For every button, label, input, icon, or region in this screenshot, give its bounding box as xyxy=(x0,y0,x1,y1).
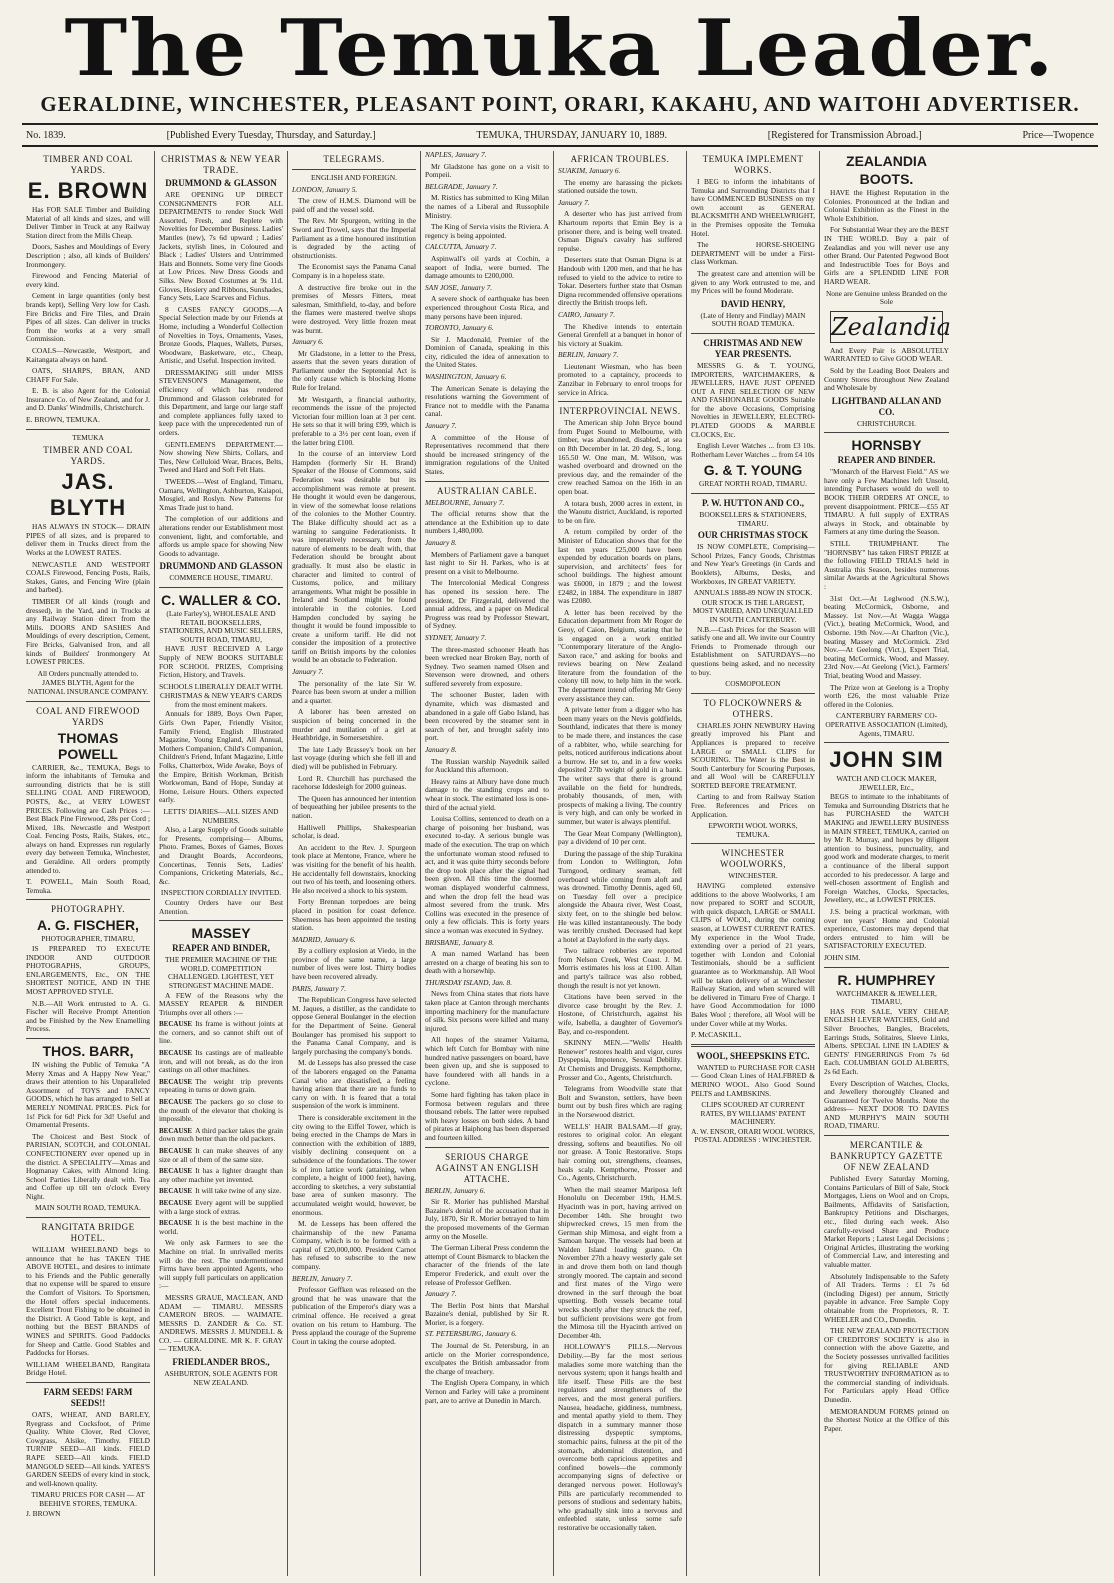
column-7 xyxy=(820,151,953,1576)
ad-heading: BOOTS. xyxy=(859,171,914,187)
ad-signature: WILLIAM WHEELBAND, Rangitata Bridge Hotel. xyxy=(26,1359,150,1378)
ad-text: CHARLES JOHN NEWBURY Having greatly improved his Plant and Appliances is prepared to receive LARGE or SMALL CLIPS for SCOURING. The Water is the Best in South Canterbury for Scouring Purposes, and all Wool will be CAREFULLY SORTED BEFORE TREATMENT. xyxy=(691,720,815,790)
dateline-entry: January 7. xyxy=(558,197,590,207)
section-heading: INTERPROVINCIAL NEWS. xyxy=(559,406,681,417)
ad-text: ANNUALS 1888-89 NOW IN STOCK. xyxy=(693,588,813,598)
ad-heading: CHRISTMAS AND NEW YEAR PRESENTS. xyxy=(703,337,803,359)
ad-subheading: CANTERBURY FARMERS' CO-OPERATIVE ASSOCIATION (Limited), Agents, TIMARU. xyxy=(825,711,948,738)
ad-signature: E. BROWN, TEMUKA. xyxy=(26,415,100,425)
section-heading: AFRICAN TROUBLES. xyxy=(570,154,670,164)
dateline-entry: CAIRO, January 7. xyxy=(558,309,616,319)
ad-subheading: COMMERCE HOUSE, TIMARU. xyxy=(169,573,273,583)
news-paragraph: The Republican Congress have selected M. Jaques, a distiller, as the candidate to oppose General Boulanger in the election for the Department of Seine. General Boulanger has promised his support to the Panama Canal Company, and is largely purchasing the company's bonds. xyxy=(292,995,416,1056)
news-paragraph: SKINNY MEN.—"Wells' Health Renewer" restores health and vigor, cures Dyspepsia, Impotence, Sexual Debility. At Chemists and Druggists. Kempthorne, Prosser and Co., Agents, Christchurch. xyxy=(558,1038,682,1082)
news-paragraph: A severe shock of earthquake has been experienced throughout Costa Rica, and many persons have been injured. xyxy=(425,294,549,321)
news-paragraph: During the passage of the ship Turakina from London to Wellington, John Turngood, ordinary seaman, fell overboard while coming from aloft and was drowned. Timothy Dennis, aged 60, on Tuesday fell over a precipice alongside the Abaura river, West Coast, sixty feet, on to the shingle bed below. He was killed instantaneously. The body was terribly crushed. Deceased had kept a hotel at Dayloford in the early days. xyxy=(558,848,682,944)
ad-text: English Lever Watches ... from £3 10s. Rotherham Lever Watches ... from £4 10s xyxy=(691,441,815,459)
news-paragraph: Lord R. Churchill has purchased the racehorse Iddesleigh for 2000 guineas. xyxy=(292,773,416,792)
advertiser-name: THOS. BARR, xyxy=(42,1042,134,1059)
ad-heading: TO FLOCKOWNERS & OTHERS. xyxy=(703,697,803,719)
ad-text: ARE OPENING UP DIRECT CONSIGNMENTS FOR ALL DEPARTMENTS to render Stock Well Assorted, Fresh, and Replete with Novelties for December Business. Ladies' Mantles (new), 7s 6d upward ; Ladies' Jackets, stylish lines, in Coloured and Black ; Ladies' Ulsters and Untrimmed Hats and Bonnets. Some very fine Goods at Low Prices. New Dress Goods and Silks. New Boxed Costumes at 9s 11d. Gloves, Hosiery and Ribbons, Sunshades, Fancy Sets, Lace Scarves and Fichus. xyxy=(159,190,283,303)
ad-text: NEWCASTLE AND WESTPORT COALS Firewood, Fencing Posts, Rails, Stakes, Gates, and Fencing Wire (plain and barbed). xyxy=(26,559,150,595)
dateline-entry: NAPLES, January 7. xyxy=(425,151,487,159)
divider xyxy=(691,843,815,844)
ad-text: SCHOOLS LIBERALLY DEALT WITH. xyxy=(159,681,283,691)
ad-text: Sold by the Leading Boot Dealers and Country Stores throughout New Zealand and Wholesale by xyxy=(824,365,949,393)
advertiser-name: DRUMMOND AND GLASSON xyxy=(159,561,283,572)
ad-text: We only ask Farmers to see the Machine on trial. In unrivalled merits will do the rest. The undermentioned Firms have been appointed Agents, who will supply full particulars on application :— xyxy=(159,1238,283,1291)
ad-heading: PHOTOGRAPHY. xyxy=(51,904,125,915)
ad-heading: WOOL, SHEEPSKINS ETC. xyxy=(696,1050,810,1061)
news-paragraph: The late Lady Brassey's book on her last voyage (during which she fell ill and died) will be published in February. xyxy=(292,744,416,771)
news-paragraph: Lieutenant Wiesman, who has been promoted to a captaincy, proceeds to Zanzibar in February to enrol troops for service in Africa. xyxy=(558,361,682,397)
news-paragraph: Forty Brennan torpedoes are being placed in position for coast defence. Sheerness has been appointed the testing station. xyxy=(292,897,416,933)
column-4 xyxy=(421,151,554,1576)
divider xyxy=(159,587,283,588)
news-paragraph: All hopes of the steamer Vaitarna, which left Cutch for Bombay with nine hundred native passengers on board, have been given up, and she is supposed to have foundered with all hands in a cyclone. xyxy=(425,1035,549,1088)
ad-text: CHRISTMAS & NEW YEAR'S CARDS from the most eminent makers. xyxy=(159,691,283,709)
divider xyxy=(292,169,416,170)
ad-subheading: ASHBURTON, SOLE AGENTS FOR NEW ZEALAND. xyxy=(164,1369,278,1387)
ad-heading: MERCANTILE & BANKRUPTCY GAZETTE OF NEW ZEALAND xyxy=(830,1140,943,1173)
news-paragraph: Sir J. Macdonald, Premier of the Dominion of Canada, speaking in this city, ridiculed the idea of annexation to the United States. xyxy=(425,334,549,370)
ad-heading: RANGITATA BRIDGE HOTEL. xyxy=(41,1222,135,1244)
ad-text: OATS, WHEAT, AND BARLEY, Ryegrass and Cocksfoot, of Prime Quality. White Clover, Red Clover, Cowgrass, Alsike, Timothy. FIELD TURNIP SEED—All kinds. FIELD RAPE SEED—All kinds. FIELD MANGOLD SEED—All kinds. YATES'S GARDEN SEEDS of every kind in stock, and well-known quality. xyxy=(26,1409,150,1488)
news-paragraph: Aspinwall's oil yards at Cochin, a seaport of India, were burned. The damage amounts to £200,000. xyxy=(425,253,549,281)
divider xyxy=(824,1135,949,1136)
divider xyxy=(824,432,949,433)
ad-text: THE NEW ZEALAND PROTECTION OF CREDITORS' SOCIETY is also in connection with the above Gazette, and the Society possesses unrivalled facilities for giving RELIABLE AND TRUSTWORTHY INFORMATION as to the commercial standing of individuals. For Particulars apply Head Office Dunedin. xyxy=(824,1326,949,1404)
because-item: BECAUSE A third packer takes the grain down much better than the old packers. xyxy=(159,1125,283,1144)
news-paragraph: The American Senate is delaying the resolutions warning the Government of France not to meddle with the Panama canal. xyxy=(425,383,549,419)
ad-text: IS PREPARED TO EXECUTE INDOOR AND OUTDOOR PHOTOGRAPHS, GROUPS, ENLARGEMENTS, Etc., ON THE SHORTEST NOTICE, AND IN THE MOST APPROVED STYLE. xyxy=(26,944,150,996)
news-paragraph: A destructive fire broke out in the premises of Messrs Fitters, meat salesman, Smithfield, to-day, and before the flames were mastered twelve shops were destroyed. Very little frozen meat was burnt. xyxy=(292,282,416,335)
news-paragraph: Some hard fighting has taken place in Formosa between regulars and three thousand rebels. The latter were repulsed with heavy losses on both sides. A band of pirates at Haiphong has been dispersed and fourteen killed. xyxy=(425,1090,549,1142)
dateline-entry: BERLIN, January 7. xyxy=(292,1273,353,1283)
column-3 xyxy=(288,151,421,1576)
ad-text: Also, a Large Supply of Goods suitable for Presents, comprising— Albums, Photo. Frames, Boxes of Games, Boxes and Draught Boards, Accordeons, Concertinas, Tennis Sets, Ladies' Companions, Cricketing Materials, &c., &c. xyxy=(159,825,283,886)
issue-date: TEMUKA, THURSDAY, JANUARY 10, 1889. xyxy=(476,129,667,141)
advertiser-name: G. & T. YOUNG xyxy=(703,462,803,479)
advertiser-name: FRIEDLANDER BROS., xyxy=(172,1357,270,1368)
divider xyxy=(159,920,283,921)
ad-text: The completion of our additions and alterations render our Establishment most convenient, light, and comfortable, and affords us ample space for showing New Goods to advantage. xyxy=(159,514,283,558)
advertiser-name: P. W. HUTTON AND CO., xyxy=(701,498,805,509)
ad-heading: TEMUKA IMPLEMENT WORKS. xyxy=(702,154,804,175)
because-item: BECAUSE The packers go so close to the mouth of the elevator that choking is impossible. xyxy=(159,1097,283,1124)
ad-text: HAVING completed extensive additions to the above Woolworks, I am now prepared to SORT and SCOUR, with quick dispatch, LARGE or SMALL CLIPS of WOOL, during the coming season, at LOWEST CURRENT RATES. My experience in the Wool Trade, extending over a period of 21 years, together with London and Colonial Testimonials, should be a sufficient guarantee as to Workmanship. All Wool will be taken delivery of at Winchester Railway Station, and when scoured will be delivered in Timaru Free of Charge. I have Good Accommodation for 1000 Bales Wool ; therefore, all Wool will be under Cover while at my Works. xyxy=(691,881,815,1028)
news-paragraph: Mr Gladstone has gone on a visit to Pompeii. xyxy=(425,161,549,180)
ad-subheading: THE PREMIER MACHINE OF THE WORLD. COMPETITION CHALLENGED. LIGHTEST, YET STRONGEST MACHINE MADE. xyxy=(165,955,277,990)
ad-heading: WINCHESTER WOOLWORKS, xyxy=(719,848,787,870)
ad-text: "Monarch of the Harvest Field." AS we have only a Few Machines left Unsold, intending Purchasers would do well to BOOK THEIR ORDERS AT ONCE, to prevent disappointment. PRICE—£55 AT TIMARU. A full supply of EXTRAS always in Stock, and obtainable by Farmers at any time during the Season. xyxy=(824,467,949,537)
dateline-entry: BRISBANE, January 8. xyxy=(425,937,494,947)
because-item: BECAUSE Its castings are of malleable iron, and will not break, as do the iron castings on all other machines. xyxy=(159,1048,283,1075)
because-item: BECAUSE It will take twine of any size. xyxy=(159,1186,282,1196)
because-item: BECAUSE Its frame is without joints at the corners, and so cannot shift out of line. xyxy=(159,1019,283,1046)
ad-text: The HORSE-SHOEING DEPARTMENT will be under a First-class Workman. xyxy=(691,240,815,267)
news-paragraph: Telegrams from Woodville state that Bolt and Swanston, settlers, have been burnt out by bush fires which are raging in the Norsewood district. xyxy=(558,1084,682,1119)
ad-subheading: WATCH AND CLOCK MAKER, JEWELLER, Etc., xyxy=(836,774,937,792)
ad-heading: HORNSBY xyxy=(851,437,922,454)
ad-signature: T. POWELL, Main South Road, Temuka. xyxy=(26,877,150,895)
ad-heading: REAPER AND BINDER. xyxy=(837,455,936,466)
advertiser-name: DRUMMOND & GLASSON xyxy=(165,178,277,188)
ad-text: COALS—Newcastle, Westport, and Kaitangata always on hand. xyxy=(26,345,150,364)
ad-text: I BEG to inform the inhabitants of Temuka and Surrounding Districts that I have COMMENCED BUSINESS on my own account as GENERAL BLACKSMITH AND WHEELWRIGHT, in the Premises opposite the Temuka Hotel. xyxy=(691,177,815,238)
news-paragraph: The Khedive intends to entertain General Grenfell at a banquet in honor of his victory at Suakim. xyxy=(558,321,682,348)
advertiser-name: FARM SEEDS! FARM SEEDS!! xyxy=(43,1386,133,1408)
ad-heading: OUR CHRISTMAS STOCK xyxy=(697,530,809,541)
column-6 xyxy=(687,151,820,1576)
agents-list: MESSRS GRAUE, MACLEAN, AND ADAM — TIMARU. MESSRS CAMERON BROS. — WAIMATE. MESSRS D. ZANDER & Co. ST. ANDREWS. MESSRS J. MUNDELL & CO. — GERALDINE. MR K. F. GRAY — TEMUKA. xyxy=(159,1292,283,1354)
dateline-entry: MADRID, January 6. xyxy=(292,934,356,944)
news-paragraph: M. de Lesseps has also pressed the case of the laborers engaged on the Panama Canal who are dissatisfied, a feeling having arisen that there are no funds to carry on with. It is feared that a total suspension of the work is imminent. xyxy=(292,1058,416,1111)
ad-town: TEMUKA xyxy=(72,432,104,442)
publication-schedule: [Published Every Tuesday, Thursday, and Saturday.] xyxy=(166,129,376,141)
ad-text: HAS ALWAYS IN STOCK— DRAIN PIPES of all sizes, and is prepared to deliver them in Trucks direct from the Works at the LOWEST RATES. xyxy=(26,522,150,558)
dateline-entry: LONDON, January 5. xyxy=(292,184,358,194)
advertiser-name: JOHN SIM xyxy=(829,747,944,773)
news-paragraph: Mr Westgarth, a financial authority, recommends the issue of the projected Victorian four million loan at 3 per cent. He sets so that it will bring £99, which is preferable to a 3½ per cent loan, even if the latter bring £100. xyxy=(292,394,416,447)
ad-heading: TIMBER AND COAL YARDS. xyxy=(43,445,133,467)
price: Price—Twopence xyxy=(1022,129,1094,141)
news-paragraph: The crew of H.M.S. Diamond will be paid off and the vessel sold. xyxy=(292,196,416,214)
divider xyxy=(558,401,682,402)
dateline-entry: January 8. xyxy=(425,537,457,547)
divider xyxy=(691,693,815,694)
because-item: BECAUSE It is the best machine in the world. xyxy=(159,1218,283,1236)
news-paragraph: Louisa Collins, sentenced to death on a charge of poisoning her husband, was executed to-day. A serious bungle was made of the execution. The trap on which the unfortunate woman stood refused to act, and it was quite thirty seconds before the drop took place after the signal had been given. All this time the doomed woman displayed wonderful calmness, and when the drop fell the head was almost severed from the trunk. Mrs Collins was executed in the presence of only a few officials. This is forty years since a woman was executed in Sydney. xyxy=(425,814,549,935)
ad-text: 31st Oct.—At Leglwood (N.S.W.), beating McCormick, Osborne, and Massey. 1st Nov.—At Wagga Wagga (Vict.), beating McCormick, Wood, and Osborne. 19th Nov.—At Charlton (Vic.), beating Massey and McCormick. 23rd Nov.—At Geelong (Vict.), Expert Trial, beating McCormick, Wood, and Massey. 23rd Nov.—At Geelong (Vict.), Farmers' Trial, beating Wood and Massey. xyxy=(824,593,949,680)
news-paragraph: Professor Geffken was released on the ground that he was unaware that the publication of the Emperor's diary was a criminal offence. He received a great ovation on his return to Hamburg. The Press applaud the courage of the Supreme Court in taking the course adopted. xyxy=(292,1285,416,1346)
ad-text: All Orders punctually attended to. xyxy=(37,668,139,678)
news-paragraph: The enemy are harassing the pickets stationed outside the town. xyxy=(558,177,682,196)
divider xyxy=(425,1147,549,1148)
news-paragraph: The German Liberal Press condemn the attempt of Count Bismarck to blacken the character of the friends of the late Emperor Frederick, and exult over the release of Professor Geffken. xyxy=(425,1243,549,1287)
divider xyxy=(26,1217,150,1218)
column-1 xyxy=(22,151,155,1576)
ad-heading: TIMBER AND COAL YARDS. xyxy=(43,154,133,175)
ad-text: None are Genuine unless Branded on the Sole xyxy=(825,288,948,307)
ad-heading: ZEALANDIA xyxy=(846,153,927,169)
dateline-entry: January 7. xyxy=(292,667,324,677)
news-paragraph: HOLLOWAY'S PILLS.—Nervous Debility.—By far the most serious maladies some more watching than the nervous system; upon it hangs health and life itself. These Pills are the best regulators and strengtheners of the nerves, and the most general purifiers. Nausea, headache, giddiness, numbness, and mental apathy yield to them. They dispatch in a summary manner those distressing dyspeptic symptoms, stomachic pains, fulness at the pit of the stomach, abdominal distention, and overcome both capricious appetites and confined bowels—the commonly accompanying signs of defective or deranged nervous power. Holloway's Pills are particularly recommended to persons of studious and sedentary habits, who gradually sink into a nervous and enfeebled state, unless some safe restorative be occasionally taken. xyxy=(558,1342,682,1532)
news-paragraph: The Gear Meat Company (Wellington), pay a dividend of 10 per cent. xyxy=(558,828,682,847)
ad-text: CARRIER, &c., TEMUKA, Begs to inform the inhabitants of Temuka and surrounding districts that he is still SELLING COAL AND FIREWOOD, POSTS, &c., at VERY LOWEST PRICES. Following are Cash Prices :—Best Black Pine Firewood, 28s per Cord ; Mixed, 18s. Newcastle and Westport Coal. Fencing Posts, Rails, Stakes, etc., always on hand. Expresses run regularly every day between Temuka, Winchester, and Geraldine. All orders promptly attended to. xyxy=(26,762,150,875)
section-heading: AUSTRALIAN CABLE. xyxy=(437,485,537,496)
news-paragraph: A totara bush, 2000 acres in extent, in the Waoutu district, Auckland, is reported to be on fire. xyxy=(558,498,682,525)
ad-text: Has FOR SALE Timber and Building Material of all kinds and sizes, and will Deliver Timber in Truck at any Railway Station direct from the Mills Cheap. xyxy=(26,205,150,240)
divider xyxy=(824,967,949,968)
news-paragraph: Mr Gladstone, in a letter to the Press, asserts that the seven years duration of Parliament under the Septennial Act is the only cause which is blocking Home Rule for Ireland. xyxy=(292,348,416,393)
divider xyxy=(26,701,150,702)
news-paragraph: M. Ristics has submitted to King Milan the names of a Liberal and Russophile Ministry. xyxy=(425,193,549,220)
news-paragraph: News from China states that riots have taken place at Canton through merchants importing machinery for the manufacture of silk. Six persons were killed and many injured. xyxy=(425,989,549,1033)
divider xyxy=(26,899,150,900)
news-paragraph: A deserter who has just arrived from Khartoum reports that Emin Bey is a prisoner there, and is being well treated. Osman Digna's cavalry has suffered repulse. xyxy=(558,209,682,253)
ad-subheading: (Late Farley's), WHOLESALE AND RETAIL BOOKSELLERS, STATIONERS, AND MUSIC SELLERS, SOUTH ROAD, TIMARU, xyxy=(159,608,283,644)
section-heading: SERIOUS CHARGE AGAINST AN ENGLISH ATTACHE. xyxy=(435,1151,539,1184)
columns xyxy=(22,151,1098,1576)
issue-number: No. 1839. xyxy=(26,129,66,141)
news-paragraph: The official returns show that the attendance at the Exhibition up to date numbers 1,480,000. xyxy=(425,509,549,536)
because-item: BECAUSE It has a lighter draught than any other machine yet invented. xyxy=(159,1166,283,1184)
news-paragraph: A man named Warland has been arrested on a charge of beating his son to death with a horsewhip. xyxy=(425,949,549,976)
news-paragraph: The schooner Buster, laden with dynamite, which was dismasted and abandoned in a gale off Gabo Island, has been recovered by the steamer sent in search of her, and brought safely into port. xyxy=(425,690,549,743)
news-paragraph: The English Opera Company, in which Vernon and Farley will take a prominent part, are to arrive at Dunedin in March. xyxy=(425,1378,549,1405)
news-paragraph: The King of Servia visits the Riviera. A regency is being appointed. xyxy=(425,222,549,240)
ad-text: Carting to and from Railway Station Free. References and Prices on Application. xyxy=(691,792,815,819)
ad-text: IN wishing the Public of Temuka "A Merry Xmas and A Happy New Year," draws their attention to his Unparalleled Assortment of TOYS and FANCY GOODS, which he has arranged to Sell at MERELY NOMINAL PRICES. Pick for 1s! Pick for 6d! Pick for 3d! Useful and Ornamental Presents. xyxy=(26,1059,150,1130)
ad-text: Annuals for 1889, Boys Own Paper, Girls Own Paper, Friendly Visitor, Family Friend, English Illustrated Magazine, Young England, All Annual, Mothers Companion, Child's Companion, Children's Friend, Infant Magazine, Little Folks, Chatterbox, Wide Awake, Boys of the Empire, British Workman, British Workwoman, Band of Hope, Sunday at Home, Leisure Hours. Others expected early. xyxy=(159,709,283,805)
ad-signature: A. W. ENSOR, ORARI WOOL WORKS, POSTAL ADDRESS : WINCHESTER. xyxy=(691,1126,815,1145)
ad-text: BEGS to intimate to the inhabitants of Temuka and Surrounding Districts that he has PURCHASED the WATCH MAKING and JEWELLERY BUSINESS in MAIN STREET, TEMUKA, carried on by Mr R. Murray, and hopes by diligent attention to business, punctuality, and good work and moderate charges, to merit a continuance of the liberal support accorded to his predecessor. A large and well-chosen assortment of English and Foreign Watches, Clocks, Spectacles, Jewellery, etc., at LOWEST PRICES. xyxy=(824,792,949,905)
ad-subheading: PHOTOGRAPHER, TIMARU, xyxy=(41,934,135,944)
news-paragraph: The Economist says the Panama Canal Company is in a hopeless state. xyxy=(292,262,416,280)
news-paragraph: A return compiled by order of the Minister of Education shows that for the last ten years £25,000 have been expended by education boards on plans, supervision, and architects' fees for school buildings. The highest amount was £6000, in 1879 ; and the lowest £2482, in 1884. The expenditure in 1887 was £2080. xyxy=(558,527,682,606)
dateline-entry: ST. PETERSBURG, January 6. xyxy=(425,1329,517,1339)
ad-subheading: EPWORTH WOOL WORKS, TEMUKA. xyxy=(708,821,798,839)
ad-text: The greatest care and attention will be given to any Work entrusted to me, and my Prices will be found Moderate. xyxy=(691,268,815,296)
dateline xyxy=(22,123,1098,147)
ad-text: The Choicest and Best Stock of PARISIAN, SCOTCH, and COLONIAL CONFECTIONERY ever opened up in the district. A SPECIALITY—Xmas and Hogmanay Cakes, with Almond Icing. School Parties Liberally dealt with. Tea and Coffee up till ten o'clock Every Night. xyxy=(26,1131,150,1201)
masthead xyxy=(22,8,1098,90)
ad-text: And Every Pair is ABSOLUTELY WARRANTED to Give GOOD WEAR. xyxy=(824,345,949,364)
ad-text: WILLIAM WHEELBAND begs to announce that he has TAKEN THE ABOVE HOTEL, and desires to intimate to his Friends and the Public generally that no expense will be spared to ensure the Comfort of Visitors. To Sportsmen, the Hotel offers special inducements. Excellent Trout Fishing to be obtained in the District. A Good Table is kept, and nothing but the BEST BRANDS of WINES and SPIRITS. Good Paddocks for Sheep and Cattle. Good Stables and Paddocks for Horses. xyxy=(26,1245,150,1358)
dateline-entry: BELGRADE, January 7. xyxy=(425,181,498,191)
advertiser-name: REAPER AND BINDER, xyxy=(172,943,270,954)
dateline-entry: SUAKIM, January 6. xyxy=(558,166,621,175)
news-paragraph: Sir R. Morier has published Marshal Bazaine's denial of the accusation that in July, 1870, Sir R. Morier betrayed to him the proposed movements of the German army on the Moselle. xyxy=(425,1197,549,1241)
ad-text: OATS, SHARPS, BRAN, AND CHAFF For Sale. xyxy=(26,366,150,384)
news-paragraph: In the course of an interview Lord Hampden (formerly Sir H. Brand) Speaker of the House of Commons, said Federation was desirable but its accomplishment was remote at present. He thought it would even be dangerous, in view of the somewhat loose relations of the colonies to the Mother Country. The Blake difficulty should act as a warning to sanguine Federationists. It was imperatively necessary, from the nature of elements to be dealt with, that Federation should be brought about gradually. It must also be elastic in character and limited to control of Customs, police, and military arrangements. What might be possible in Ireland and Scotland might be found intolerable in the colonies. Lord Hampden concluded by saying he thought it would be found impossible to create a uniform tariff. He did not consider the imposition of a protective tariff on British imports by the colonies would be an obstacle to Federation. xyxy=(292,449,416,665)
registration-note: [Registered for Transmission Abroad.] xyxy=(767,129,922,141)
news-paragraph: A laborer has been arrested on suspicion of being concerned in the murder and mutilation of a girl at Heathbridge, in Somersetshire. xyxy=(292,707,416,743)
column-2 xyxy=(155,151,288,1576)
dateline-entry: SYDNEY, January 7. xyxy=(425,632,487,642)
ad-text: TIMARU PRICES FOR CASH — AT BEEHIVE STORES, TEMUKA. xyxy=(31,1490,145,1508)
dateline-entry: BERLIN, January 7. xyxy=(558,350,619,360)
ad-text: IS NOW COMPLETE, Comprising— School Prizes, Fancy Goods, Christmas and New Year's Greetings (in Cards and Booklets), Albums, Desks, and Workboxes, IN GREAT VARIETY. xyxy=(691,542,815,586)
column-5 xyxy=(554,151,687,1576)
ad-subheading: WINCHESTER. xyxy=(728,871,778,881)
divider xyxy=(691,493,815,494)
divider xyxy=(824,742,949,743)
ad-text: OUR STOCK IS THE LARGEST, MOST VARIED, AND UNEQUALLED IN SOUTH CANTERBURY. xyxy=(692,597,814,624)
news-paragraph: When the mail steamer Mariposa left Honolulu on December 19th, H.M.S. Hyacinth was in port, having arrived on December 14th. She brought two shipwrecked crews, 15 men from the German ship Mimosa, and eight from a Samoan barque. The vessels had been at Walden Island loading guano. On November 27th a heavy westerly gale set in and drove them both on land though strongly moored. The captain and second and first mates of the Virgo were drowned in the surf through the boat upsetting. Both vessels became total wrecks shortly after they struck the reef, but sufficient provisions were got from the Mimosa till the Hyacinth arrived on December 4th. xyxy=(558,1184,682,1340)
advertiser-name: E. BROWN xyxy=(27,178,149,203)
dateline-entry: BERLIN, January 6. xyxy=(425,1185,486,1195)
advertiser-name: COSMOPOLEON xyxy=(725,679,781,689)
because-item: BECAUSE The weight trip prevents repeating in turns or down grain. xyxy=(159,1076,283,1095)
ad-signature: MAIN SOUTH ROAD, TEMUKA. xyxy=(34,1203,141,1213)
news-paragraph: The Russian warship Nayednik sailed for Auckland this afternoon. xyxy=(425,756,549,775)
ad-text: J.S. being a practical workman, with over ten years' Home and Colonial experience, Customers may depend that orders entrusted to him will be SATISFACTORILY EXECUTED. xyxy=(824,907,949,951)
advertiser-name: C. WALLER & CO. xyxy=(161,591,281,608)
ad-text: DRESSMAKING still under MISS STEVENSON'S Management, the efficiency of which has rendered Drummond and Glasson celebrated for this Department, and large our large staff and complete appliances fully taxed to keep pace with the unprecedented run of orders. xyxy=(159,367,283,438)
news-paragraph: By a colliery explosion at Viedo, in the province of the same name, a large number of lives were lost. Thirty bodies have been recovered already. xyxy=(292,946,416,982)
because-item: BECAUSE Every agent will be supplied with a large stock of extras. xyxy=(159,1197,283,1216)
ad-subheading: WATCHMAKER & JEWELLER, TIMARU, xyxy=(836,988,937,1007)
ad-text: N.B.—Cash Prices for the Season will satisfy one and all. We invite our Country Friends to Promenade through our Establishment on SATURDAYS—no questions being asked, and no necessity to buy. xyxy=(691,624,815,677)
divider xyxy=(425,481,549,482)
because-item: BECAUSE It can make sheaves of any size or all of them of the same size. xyxy=(159,1146,283,1164)
ad-text: Every Description of Watches, Clocks, and Jewellery thoroughly Cleaned and Guaranteed for Twelve Months. Note the address— NEXT DOOR TO DAVIES AND MURPHY'S MAIN SOUTH ROAD, TIMARU. xyxy=(824,1078,949,1131)
ad-subheading: GREAT NORTH ROAD, TIMARU. xyxy=(699,479,807,489)
ad-text: E. B. is also Agent for the Colonial Insurance Co. of New Zealand, and for J. and D. Danks' Windmills, Christchurch. xyxy=(26,386,150,413)
ad-text: 8 CASES FANCY GOODS.—A Special Selection made by our Friends at Home, including a Wonderful Collection of Novelties in Toys, Ornaments, Vases, Bronze Goods, Plaques, Wallets, Purses, Woodware, Basketware, etc., Cheap, Artistic, and Useful. Inspection invited. xyxy=(159,304,283,366)
advertiser-name: A. G. FISCHER, xyxy=(37,917,139,934)
section-subheading: ENGLISH AND FOREIGN. xyxy=(310,173,398,182)
divider xyxy=(26,1382,150,1383)
ad-heading: COAL AND FIREWOOD YARDS xyxy=(36,705,140,727)
ad-text: HAVE JUST RECEIVED A Large Supply of NEW BOOKS SUITABLE FOR SCHOOL PRIZES, Comprising Fiction, History, and Travels. xyxy=(159,644,283,680)
ad-heading: CHRISTMAS & NEW YEAR TRADE. xyxy=(161,154,281,175)
advertiser-name: THOMAS POWELL xyxy=(57,729,119,762)
news-paragraph: The personality of the late Sir W. Pearce has been sworn at under a million and a quarter. xyxy=(292,678,416,705)
advertiser-name: R. HUMPHREY xyxy=(837,971,936,988)
advertiser-name: DAVID HENRY, xyxy=(720,298,786,309)
newspaper-title: The Temuka Leader. xyxy=(64,8,1056,90)
dateline-entry: THURSDAY ISLAND, Jan. 8. xyxy=(425,977,513,987)
news-paragraph: The American ship John Bryce bound from Puget Sound to Melbourne, with timber, was abandoned, disabled, at sea on 8th December in lat. 20 deg. S., long. 165.50 W. One man, M. Wilson, was washed overboard and drowned on the previous day, and the remainder of the crew reached Samoa on the 16th in an open boat. xyxy=(558,418,682,496)
ad-text: Country Orders have our Best Attention. xyxy=(159,897,283,916)
dateline-entry: PARIS, January 7. xyxy=(292,983,347,993)
dateline-entry: January 7. xyxy=(425,1289,457,1299)
news-paragraph: Halliwell Phillips, Shakespearian scholar, is dead. xyxy=(292,822,416,841)
news-paragraph: A letter has been received by the Education department from Mr Roger de Geoy, of Caion, Belgium, stating that he is engaged on a work entitled "Contemporary literature of the Anglo-Saxon race," and asking for books and reviews bearing on New Zealand literature from the foundation of the colony till now, to help him in the work. The department intend offering Mr Geoy every assistance they can. xyxy=(558,607,682,703)
ad-text: CLIPS SCOURED AT CURRENT RATES, BY WILLIAMS' PATENT MACHINERY. xyxy=(700,1100,806,1127)
ad-subheading: (Late of Henry and Findlay) MAIN SOUTH ROAD TEMUKA. xyxy=(700,310,806,329)
ad-text: A FEW of the Reasons why the MASSEY REAPER & BINDER Triumphs over all others :— xyxy=(159,990,283,1017)
advertiser-name: JAS. BLYTH xyxy=(49,469,127,521)
ad-text: Doors, Sashes and Mouldings of Every Description ; also, all kinds of Builders' Ironmongery. xyxy=(26,242,150,269)
ad-text: GENTLEMEN'S DEPARTMENT.—Now showing New Shirts, Collars, and Ties, New Celluloid Wear, Braces, Belts, Tweed and Hard and Soft Felt Hats. xyxy=(159,439,283,475)
ad-text: MESSRS G. & T. YOUNG, IMPORTERS, WATCHMAKERS, & JEWELLERS, HAVE JUST OPENED OUT A FINE SELECTION OF NEW AND FASHIONABLE GOODS Suitable for the above Occasions, Comprising Novelties in JEWELLERY, ELECTRO-PLATED GOODS & MARBLE CLOCKS, Etc. xyxy=(691,360,815,439)
news-paragraph: The Queen has announced her intention of bequeathing her jubilee presents to the nation. xyxy=(292,793,416,820)
ad-signature: P. McCASKILL. xyxy=(691,1030,742,1040)
ad-signature: JAMES BLYTH, Agent for the NATIONAL INSURANCE COMPANY. xyxy=(27,678,149,696)
ad-subheading: CHRISTCHURCH. xyxy=(857,418,916,428)
dateline-entry: January 8. xyxy=(425,745,457,755)
ad-text: Firewood and Fencing Material of every kind. xyxy=(26,271,150,289)
dateline-entry: CALCUTTA, January 7. xyxy=(425,242,497,252)
news-paragraph: The Journal de St. Petersburg, in an article on the Morier correspondence, exculpates the British ambassador from the charge of treachery. xyxy=(425,1341,549,1376)
news-paragraph: There is considerable excitement in the city owing to the Eiffel Tower, which is being erected in the Champs de Mars in connection with the exhibition of 1889, visibly declining consequent on a subsidence of the foundations. The tower is of iron lattice work (attaining, when complete, a height of 1000 feet), having, according to sketches, a very substantial base area of sunken masonry. The accumulated weight would, however, be enormous. xyxy=(292,1112,416,1217)
dateline-entry: WASHINGTON, January 6. xyxy=(425,372,507,382)
dateline-entry: January 6. xyxy=(292,337,324,347)
divider xyxy=(691,333,815,334)
news-paragraph: Deserters state that Osman Digna is at Handoub with 1200 men, and that he has refused to yield to the advice to retire to Tokar. Deserters further state that Osman Digna recommended offensive operations directly the British troops left. xyxy=(558,255,682,308)
news-paragraph: Citations have been served in the divorce case brought by the Rev. J. Hostone, of Christchurch, against his wife, Isabella, a daughter of Governor's Bay, and co-respondent. xyxy=(558,992,682,1036)
ad-text: N.B.—All Work entrusted to A. G. Fischer will Receive Prompt Attention and be Finished by the New Enamelling Process. xyxy=(26,998,150,1034)
newspaper-subtitle: GERALDINE, WINCHESTER, PLEASANT POINT, ORARI, KAKAHU, AND WAITOHI ADVERTISER. xyxy=(40,92,1080,116)
dateline-entry: January 7. xyxy=(425,421,457,431)
ad-text: WANTED to PURCHASE FOR CASH — Good Clean Lines of HALFBRED & MERINO WOOL. Also Good Sound PELTS and LAMBSKINS. xyxy=(691,1062,815,1098)
advertiser-name: LIGHTBAND ALLAN AND CO. xyxy=(831,395,942,417)
ad-text: Cement in large quantities (only best brands kept), Selling Very low for Cash. Fire Bricks and Fire Tiles, and Drain Pipes of all sizes. Can deliver in trucks from the works at a very small Commission. xyxy=(26,291,150,344)
news-paragraph: Members of Parliament gave a banquet last night to Sir H. Parkes, who is at present on a visit to Melbourne. xyxy=(425,549,549,576)
dateline-entry: SAN JOSE, January 7. xyxy=(425,282,493,292)
ad-subheading: BOOKSELLERS & STATIONERS, TIMARU. xyxy=(699,510,807,528)
news-paragraph: The Rev. Mr Spurgeon, writing in the Sword and Trowel, says that the Imperial Parliament as a time honoured institution is degraded by the acting of obstructionists. xyxy=(292,216,416,260)
ad-text: INSPECTION CORDIALLY INVITED. xyxy=(160,888,282,898)
divider xyxy=(26,1038,150,1039)
ad-text: STILL TRIUMPHANT. The "HORNSBY" has taken FIRST PRIZE at the following FIELD TRIALS held in Australia this Season, besides numerous similar Awards at the Agricultural Shows : xyxy=(824,539,949,591)
ad-text: Absolutely Indispensable to the Safety of All Traders. Terms : £1 7s 6d (including Digest) per annum, Strictly payable in advance. Free Sample Copy obtainable from the Proprietors, R. T. WHEELER and CO., Dunedin. xyxy=(824,1271,949,1324)
divider xyxy=(26,429,150,430)
dateline-entry: TORONTO, January 6. xyxy=(425,323,494,333)
news-paragraph: Two tailrace robberies are reported from Nelson Creek, West Coast. J. M. Morris estimates his loss at £100. Allan and party's tailrace was also robbed, though the result is not yet known. xyxy=(558,946,682,990)
news-paragraph: A committee of the House of Representatives recommend that there should be increased stringency of the immigration regulations of the United States. xyxy=(425,432,549,476)
news-paragraph: The three-masted schooner Heath has been wrecked near Broken Bay, north of Sydney. Two seamen named Olsen and Stevenson were drowned, and others suffered severely from exposure. xyxy=(425,644,549,688)
zealandia-brand-logo: Zealandia xyxy=(831,312,951,341)
news-paragraph: The Berlin Post hints that Marshal Bazaine's denial, published by Sir R. Morier, is a forgery. xyxy=(425,1300,549,1327)
ad-text: Published Every Saturday Morning, Contains Particulars of Bill of Sale, Stock Mortgages, Liens on Wool and on Crops, Bailments, Affidavits of Satisfaction, Bankruptcy Petitions and Discharges, etc., filed during each week. Also carefully-revised Share and Produce Market Reports ; Latest Legal Decisions ; Original Articles, illustrating the working of Commercial Law, and interesting and valuable matter. xyxy=(824,1174,949,1269)
ad-text: TWEEDS.—West of England, Timaru, Oamaru, Wellington, Ashburton, Kaiapoi, Mosgiel, and Roslyn. New Patterns for Xmas Trade just to hand. xyxy=(159,477,283,512)
ad-text: LETTS' DIARIES—ALL SIZES AND NUMBERS. xyxy=(163,807,279,825)
ad-signature: J. BROWN xyxy=(26,1508,61,1518)
ad-text: MEMORANDUM FORMS printed on the Shortest Notice at the Office of this Paper. xyxy=(824,1406,949,1433)
divider xyxy=(691,1044,815,1047)
news-paragraph: WELLS' HAIR BALSAM.—If gray, restores to original color. An elegant dressing, softens and beautifies. No oil nor grease. A Tonic Restorative. Stops hair coming out, strengthens, cleanses, heals scalp. Kempthorne, Prosser and Co., Agents, Christchurch. xyxy=(558,1121,682,1183)
ad-signature: JOHN SIM. xyxy=(824,952,861,962)
section-heading: TELEGRAMS. xyxy=(323,154,385,164)
ad-text: HAS FOR SALE, VERY CHEAP, ENGLISH LEVER WATCHES, Gold and Silver Brooches, Bangles, Bracelets, Earrings Studs, Solitaires, Sleeve Links, Alberts. SPECIAL LINE IN LADIES' & GENTS' FINGERRINGS From 7s 6d Each. COLUMBIAN GOLD ALBERTS, 2s 6d Each. xyxy=(824,1006,949,1076)
ad-text: For Substantial Wear they are the BEST IN THE WORLD. Buy a pair of Zealandias and you will never use any other Brand. Our Patented Pegwood Boot and Indestructible Toes for Boys and Girls are a SPLENDID LINE FOR HARD WEAR. xyxy=(824,225,949,286)
ad-text: The Prize won at Geelong is a Trophy worth £26, the most valuable Prize offered in the Colonies. xyxy=(824,682,949,709)
ad-text: HAVE the Highest Reputation in the Colonies. Pronounced at the Indian and Colonial Exhibition as the Finest in the Whole Exhibition. xyxy=(824,188,949,223)
advertiser-name: MASSEY xyxy=(191,925,251,942)
ad-text: TIMBER Of all kinds (rough and dressed), in the Yard, and in Trucks at any Railway Station direct from the Mills. DOORS AND SASHES And Mouldings of every description, Cement, Fire Bricks, Galvanised Iron, and all kinds of Builders' Ironmongery At LOWEST PRICES. xyxy=(26,597,150,667)
news-paragraph: A private letter from a digger who has been many years on the Nevis goldfields, Southland, indicates that there is money to be made there, and instances the case of a rabbiter, who, while searching for pelts, noticed auriferous indications about a burrow. He set to, and in a few weeks deposited 27lb weight of gold in a bank. The writer says that there is ground available on the field for hundreds, probably thousands, of men, with prospects of making a living. The country is very high, and can only be worked in summer, but water is always plentiful. xyxy=(558,705,682,826)
news-paragraph: Heavy rains at Albury have done much damage to the standing crops and to wheat in stock. The estimated loss is one-third of the actual yield. xyxy=(425,776,549,812)
news-paragraph: An accident to the Rev. J. Spurgeon took place at Mentone, France, where he was visiting for the benefit of his health. He accidentally fell downstairs, knocking out two of his teeth, and loosening others. He also received a shock to his system. xyxy=(292,842,416,895)
news-paragraph: The Intercolonial Medical Congress has opened its session here. The president, Dr Fitzgerald, delivered the annual address, and a paper on Medical Progress was read by Professor Stewart, of Sydney. xyxy=(425,578,549,631)
dateline-entry: MELBOURNE, January 7. xyxy=(425,497,505,507)
news-paragraph: M. de Lesseps has been offered the chairmanship of the new Panama Company, which is to be formed with a capital of £20,000,000. President Carnot has refused to subscribe to the new company. xyxy=(292,1219,416,1272)
